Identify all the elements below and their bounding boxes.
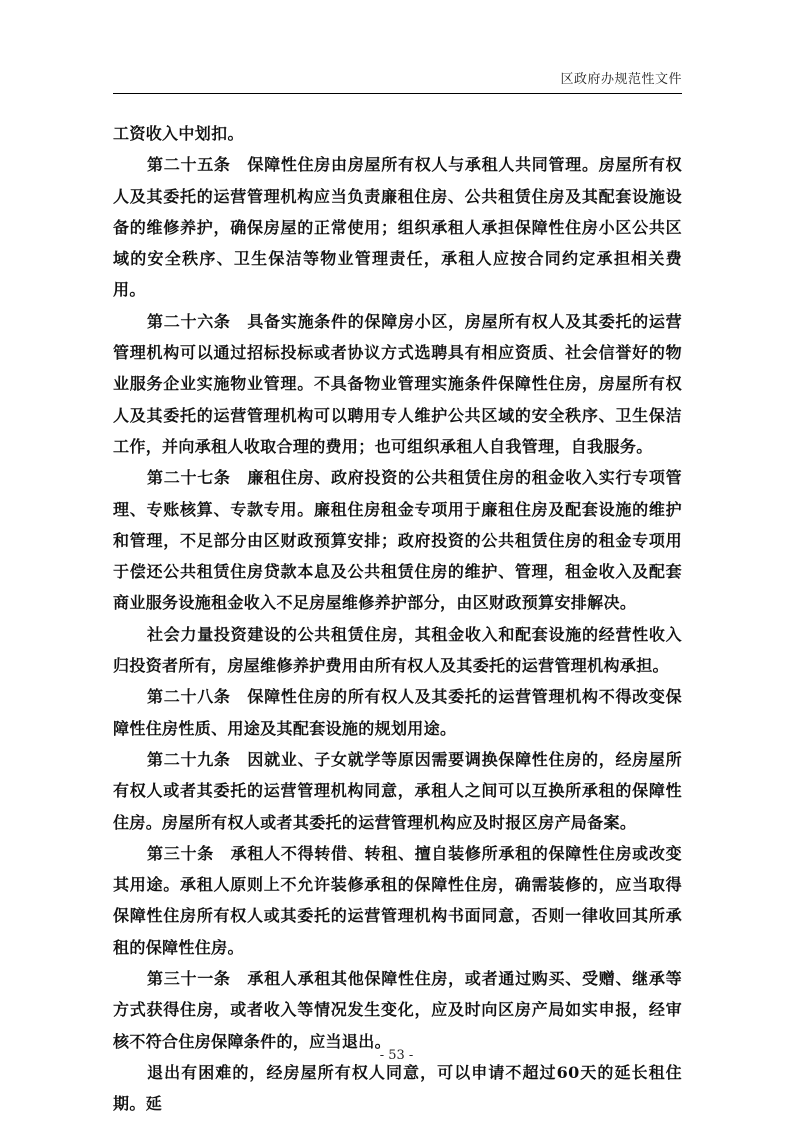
paragraph-article-25: 第二十五条 保障性住房由房屋所有权人与承租人共同管理。房屋所有权人及其委托的运营管理机构应当负责廉租住房、公共租赁住房及其配套设施设备的维修养护，确保房屋的正常使用；组织承租人承担保障性住房小区公共区域的安全秩序、卫生保洁等物业管理责任，承租人应按合同约定承担相关费用。 — [113, 155, 682, 300]
paragraph-article-27-social: 社会力量投资建设的公共租赁住房，其租金收入和配套设施的经营性收入归投资者所有，房屋维修养护费用由所有权人及其委托的运营管理机构承担。 — [113, 624, 682, 676]
document-body — [113, 118, 682, 1120]
paragraph-article-30: 第三十条 承租人不得转借、转租、擅自装修所承租的保障性住房或改变其用途。承租人原则上不允许装修承租的保障性住房，确需装修的，应当取得保障性住房所有权人或其委托的运营管理机构书面同意，否则一律收回其所承租的保障性住房。 — [113, 843, 682, 957]
paragraph-article-29: 第二十九条 因就业、子女就学等原因需要调换保障性住房的，经房屋所有权人或者其委托的运营管理机构同意，承租人之间可以互换所承租的保障性住房。房屋所有权人或者其委托的运营管理机构应及时报区房产局备案。 — [113, 749, 682, 832]
page-header — [113, 71, 682, 94]
paragraph-article-28: 第二十八条 保障性住房的所有权人及其委托的运营管理机构不得改变保障性住房性质、用途及其配套设施的规划用途。 — [113, 687, 682, 738]
page-number: - 53 - — [379, 1048, 414, 1063]
paragraph-article-27: 第二十七条 廉租住房、政府投资的公共租赁住房的租金收入实行专项管理、专账核算、专款专用。廉租住房租金专项用于廉租住房及配套设施的维护和管理，不足部分由区财政预算安排；政府投资的公共租赁住房的租金专项用于偿还公共租赁住房贷款本息及公共租赁住房的维护、管理，租金收入及配套商业服务设施租金收入不足房屋维修养护部分，由区财政预算安排解决。 — [113, 468, 682, 613]
paragraph-article-31: 第三十一条 承租人承租其他保障性住房，或者通过购买、受赠、继承等方式获得住房，或者收入等情况发生变化，应及时向区房产局如实申报，经审核不符合住房保障条件的，应当退出。 — [113, 969, 682, 1051]
paragraph-continuation: 工资收入中划扣。 — [113, 124, 244, 143]
header-title: 区政府办规范性文件 — [560, 72, 682, 87]
paragraph-article-26: 第二十六条 具备实施条件的保障房小区，房屋所有权人及其委托的运营管理机构可以通过招标投标或者协议方式选聘具有相应资质、社会信誉好的物业服务企业实施物业管理。不具备物业管理实施条件保障性住房，房屋所有权人及其委托的运营管理机构可以聘用专人维护公共区域的安全秩序、卫生保洁工作，并向承租人收取合理的费用；也可组织承租人自我管理，自我服务。 — [113, 311, 682, 456]
paragraph-article-31-exit: 退出有困难的，经房屋所有权人同意，可以申请不超过60天的延长租住期。延 — [113, 1062, 682, 1114]
